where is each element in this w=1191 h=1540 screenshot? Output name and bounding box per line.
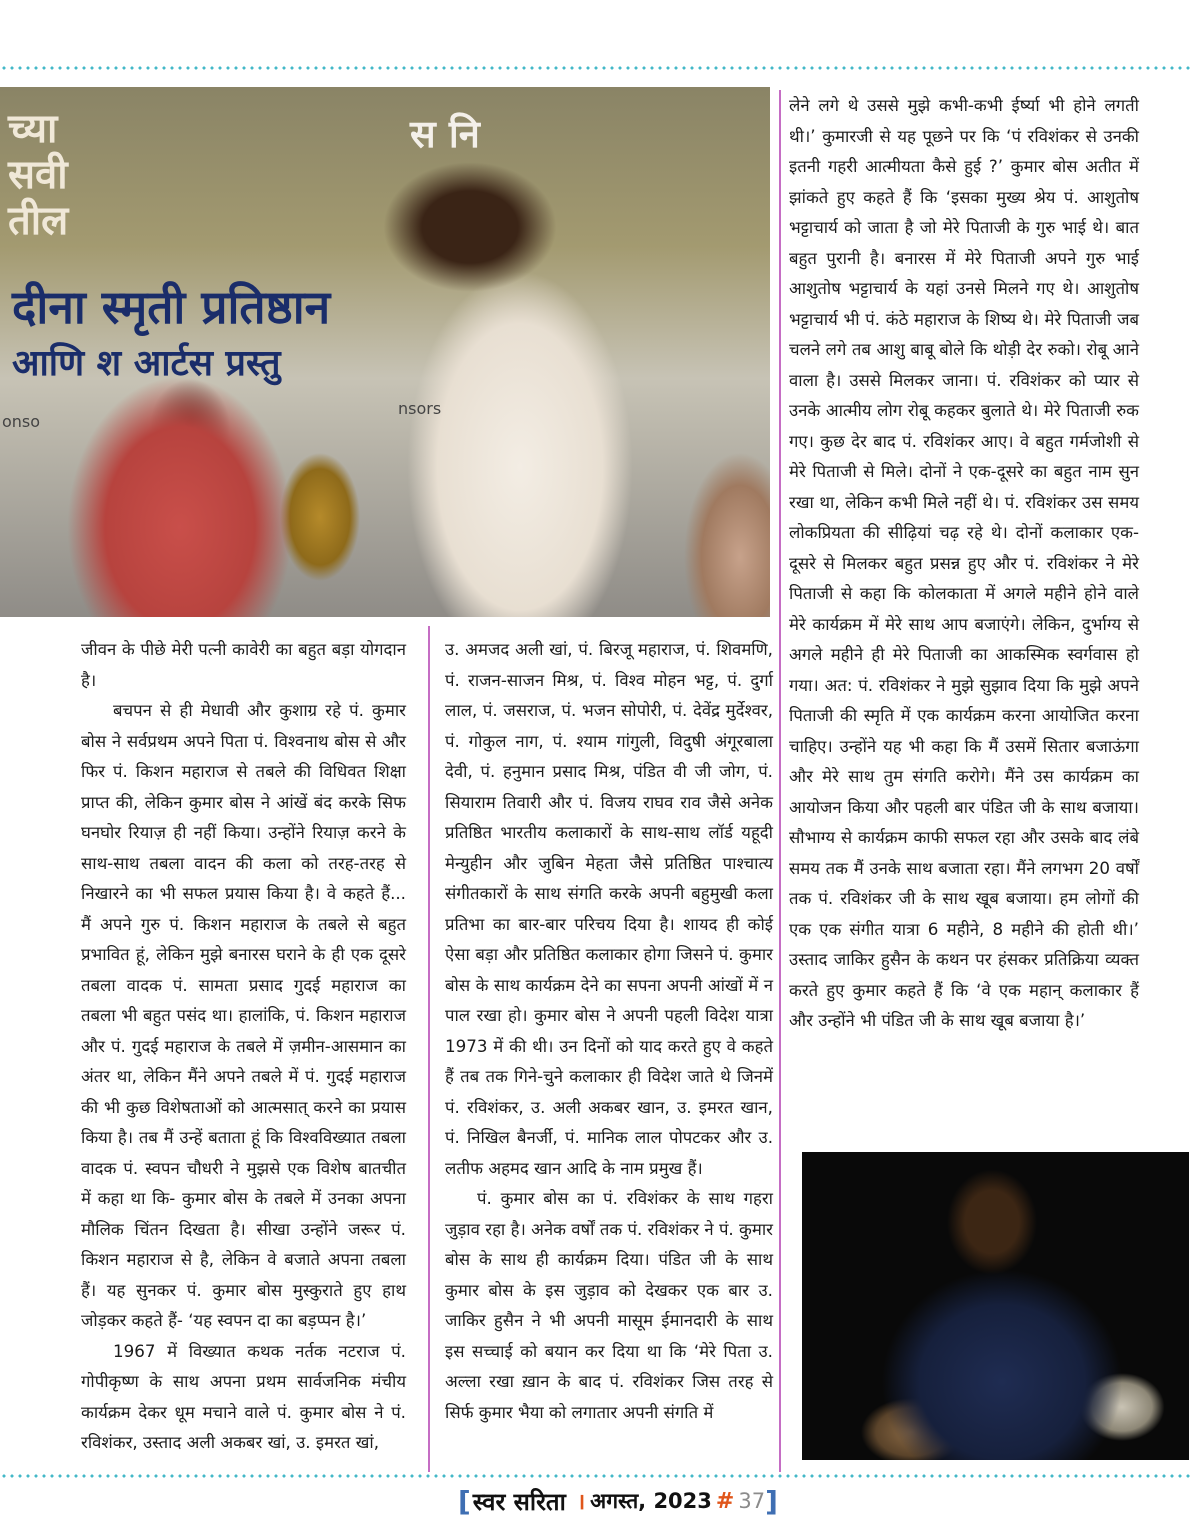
top-dotted-border [0, 66, 1191, 70]
left-bracket-icon: [ [458, 1484, 471, 1518]
paragraph: लेने लगे थे उससे मुझे कभी-कभी ईर्ष्या भी होने लगती थी।’ कुमारजी से यह पूछने पर कि ‘पं रविशंकर से उनकी इतनी गहरी आत्मीयता कैसे हुई ?’ कुमार बोस अतीत में झांकते हुए कहते हैं कि ‘इसका मुख्य श्रेय पं. आशुतोष भट्टाचार्य को जाता है जो मेरे पिताजी के गुरु भाई थे। बात बहुत पुरानी है। बनारस में मेरे पिताजी अपने गुरु भाई आशुतोष भट्टाचार्य के यहां उनसे मिलने गए थे। आशुतोष भट्टाचार्य भी पं. कंठे महाराज के शिष्य थे। मेरे पिताजी जब चलने लगे तब आशु बाबू बोले कि थोड़ी देर रुको। रोबू आने वाला है। उससे मिलकर जाना। पं. रविशंकर को प्यार से उनके आत्मीय लोग रोबू कहकर बुलाते थे। मेरे पिताजी रुक गए। कुछ देर बाद पं. रविशंकर आए। वे बहुत गर्मजोशी से मेरे पिताजी से मिले। दोनों ने एक-दूसरे का बहुत नाम सुन रखा था, लेकिन कभी मिले नहीं थे। पं. रविशंकर उस समय लोकप्रियता की सीढ़ियां चढ़ रहे थे। दोनों कलाकार एक-दूसरे से मिलकर बहुत प्रसन्न हुए और पं. रविशंकर ने मेरे पिताजी से कहा कि कोलकाता में अगले महीने होने वाले मेरे कार्यक्रम में मेरे साथ आप बजाएंगे। लेकिन, दुर्भाग्य से अगले महीने ही मेरे पिताजी का आकस्मिक स्वर्गवास हो गया। अत: पं. रविशंकर ने मुझे सुझाव दिया कि मुझे अपने पिताजी की स्मृति में एक कार्यक्रम करना आयोजित करना चाहिए। उन्होंने यह भी कहा कि मैं उसमें सितार बजाऊंगा और मेरे साथ तुम संगति करोगे। मैंने उस कार्यक्रम का आयोजन किया और पहली बार पंडित जी के साथ बजाया। सौभाग्य से कार्यक्रम काफी सफल रहा और उसके बाद लंबे समय तक मैं उनके साथ बजाता रहा। मैंने लगभग 20 वर्षों तक पं. रविशंकर जी के साथ खूब बजाया। हम लोगों की एक एक संगीत यात्रा 6 महीने, 8 महीने की होती थी।’ उस्ताद जाकिर हुसैन के कथन पर हंसकर प्रतिक्रिया व्यक्त करते हुए कुमार कहते हैं कि ‘वे एक महान् कलाकार हैं और उन्होंने भी पंडित जी के साथ खूब बजाया है।’ [789, 95, 1139, 1030]
photo-sponsor-text-2: nsors [398, 399, 442, 418]
photo-sponsor-text-1: onso [2, 412, 41, 431]
footer-separator: । [576, 1490, 586, 1515]
paragraph: उ. अमजद अली खां, पं. बिरजू महाराज, पं. शिवमणि, पं. राजन-साजन मिश्र, पं. विश्व मोहन भट्ट, पं. दुर्गा लाल, पं. जसराज, पं. भजन सोपोरी, पं. देवेंद्र मुर्देश्वर, पं. गोकुल नाग, पं. श्याम गांगुली, विदुषी अंगूरबाला देवी, पं. हनुमान प्रसाद मिश्र, पंडित वी जी जोग, पं. सियाराम तिवारी और पं. विजय राघव राव जैसे अनेक प्रतिष्ठित भारतीय कलाकारों के साथ-साथ लॉर्ड यहूदी मेन्युहीन और जुबिन मेहता जैसे प्रतिष्ठित पाश्चात्य संगीतकारों के साथ संगति करके अपनी बहुमुखी कला प्रतिभा का बार-बार परिचय दिया है। शायद ही कोई ऐसा बड़ा और प्रतिष्ठित कलाकार होगा जिसने पं. कुमार बोस के साथ कार्यक्रम देने का सपना अपनी आंखों में न पाल रखा हो। कुमार बोस ने अपनी पहली विदेश यात्रा 1973 में की थी। उन दिनों को याद करते हुए वे कहते हैं तब तक गिने-चुने कलाकार ही विदेश जाते थे जिनमें पं. रविशंकर, उ. अली अकबर खान, उ. इमरत खान, पं. निखिल बैनर्जी, पं. मानिक लाल पोपटकर और उ. लतीफ अहमद खान आदि के नाम प्रमुख हैं। [445, 639, 773, 1178]
issue-date: अगस्त, 2023 [590, 1489, 712, 1513]
paragraph: जीवन के पीछे मेरी पत्नी कावेरी का बहुत बड़ा योगदान है। [81, 639, 406, 690]
paragraph: 1967 में विख्यात कथक नर्तक नटराज पं. गोपीकृष्ण के साथ अपना प्रथम सार्वजनिक मंचीय कार्यक्रम देकर धूम मचाने वाले पं. कुमार बोस ने पं. रविशंकर, उस्ताद अली अकबर खां, उ. इमरत खां, [81, 1340, 406, 1452]
award-ceremony-photo [0, 87, 770, 617]
article-column-2 [445, 634, 773, 1427]
photo-side-text-3: तील [8, 197, 69, 244]
article-column-3 [789, 90, 1139, 1036]
photo-top-text: स नि [410, 111, 480, 156]
column-divider [779, 90, 781, 1472]
photo-banner-line-2: आणि श आर्टस प्रस्तु [12, 342, 281, 384]
photo-side-text-1: च्या [8, 105, 58, 152]
page-number: 37 [738, 1489, 766, 1513]
hash-symbol: # [715, 1488, 735, 1514]
article-column-1 [81, 634, 406, 1458]
photo-side-text-2: सवी [8, 151, 68, 198]
photo-banner-line-1: दीना स्मृती प्रतिष्ठान [12, 280, 331, 334]
right-bracket-icon: ] [765, 1484, 778, 1518]
tabla-performer-photo [802, 1152, 1189, 1460]
bottom-dotted-border [0, 1474, 1191, 1478]
page-footer [458, 1481, 778, 1521]
paragraph: पं. कुमार बोस का पं. रविशंकर के साथ गहरा जुड़ाव रहा है। अनेक वर्षों तक पं. रविशंकर ने पं. कुमार बोस के साथ ही कार्यक्रम दिया। पंडित जी के साथ कुमार बोस के इस जुड़ाव को देखकर एक बार उ. जाकिर हुसैन ने भी अपनी मासूम ईमानदारी के साथ इस सच्चाई को बयान कर दिया था कि ‘मेरे पिता उ. अल्ला रखा ख़ान के बाद पं. रविशंकर जिस तरह से सिर्फ कुमार भैया को लगातार अपनी संगति में [445, 1188, 773, 1422]
column-divider [428, 626, 430, 1472]
paragraph: बचपन से ही मेधावी और कुशाग्र रहे पं. कुमार बोस ने सर्वप्रथम अपने पिता पं. विश्वनाथ बोस से और फिर पं. किशन महाराज से तबले की विधिवत शिक्षा प्राप्त की, लेकिन कुमार बोस ने आंखें बंद करके सिफ घनघोर रियाज़ ही नहीं किया। उन्होंने रियाज़ करने के साथ-साथ तबला वादन की कला को तरह-तरह से निखारने का भी सफल प्रयास किया है। वे कहते हैं... मैं अपने गुरु पं. किशन महाराज के तबले से बहुत प्रभावित हूं, लेकिन मुझे बनारस घराने के ही एक दूसरे तबला वादक पं. सामता प्रसाद गुदई महाराज का तबला भी बहुत पसंद था। हालांकि, पं. किशन महाराज और पं. गुदई महाराज के तबले में ज़मीन-आसमान का अंतर था, लेकिन मैंने अपने तबले में पं. गुदई महाराज की भी कुछ विशेषताओं को आत्मसात् करने का प्रयास किया है। तब मैं उन्हें बताता हूं कि विश्वविख्यात तबला वादक पं. स्वपन चौधरी ने मुझसे एक विशेष बातचीत में कहा था कि- कुमार बोस के तबले में उनका अपना मौलिक चिंतन दिखता है। सीखा उन्होंने जरूर पं. किशन महाराज से है, लेकिन वे बजाते अपना तबला हैं। यह सुनकर पं. कुमार बोस मुस्कुराते हुए हाथ जोड़कर कहते हैं- ‘यह स्वपन दा का बड़प्पन है।’ [81, 700, 406, 1330]
magazine-name: स्वर सरिता [472, 1487, 566, 1516]
